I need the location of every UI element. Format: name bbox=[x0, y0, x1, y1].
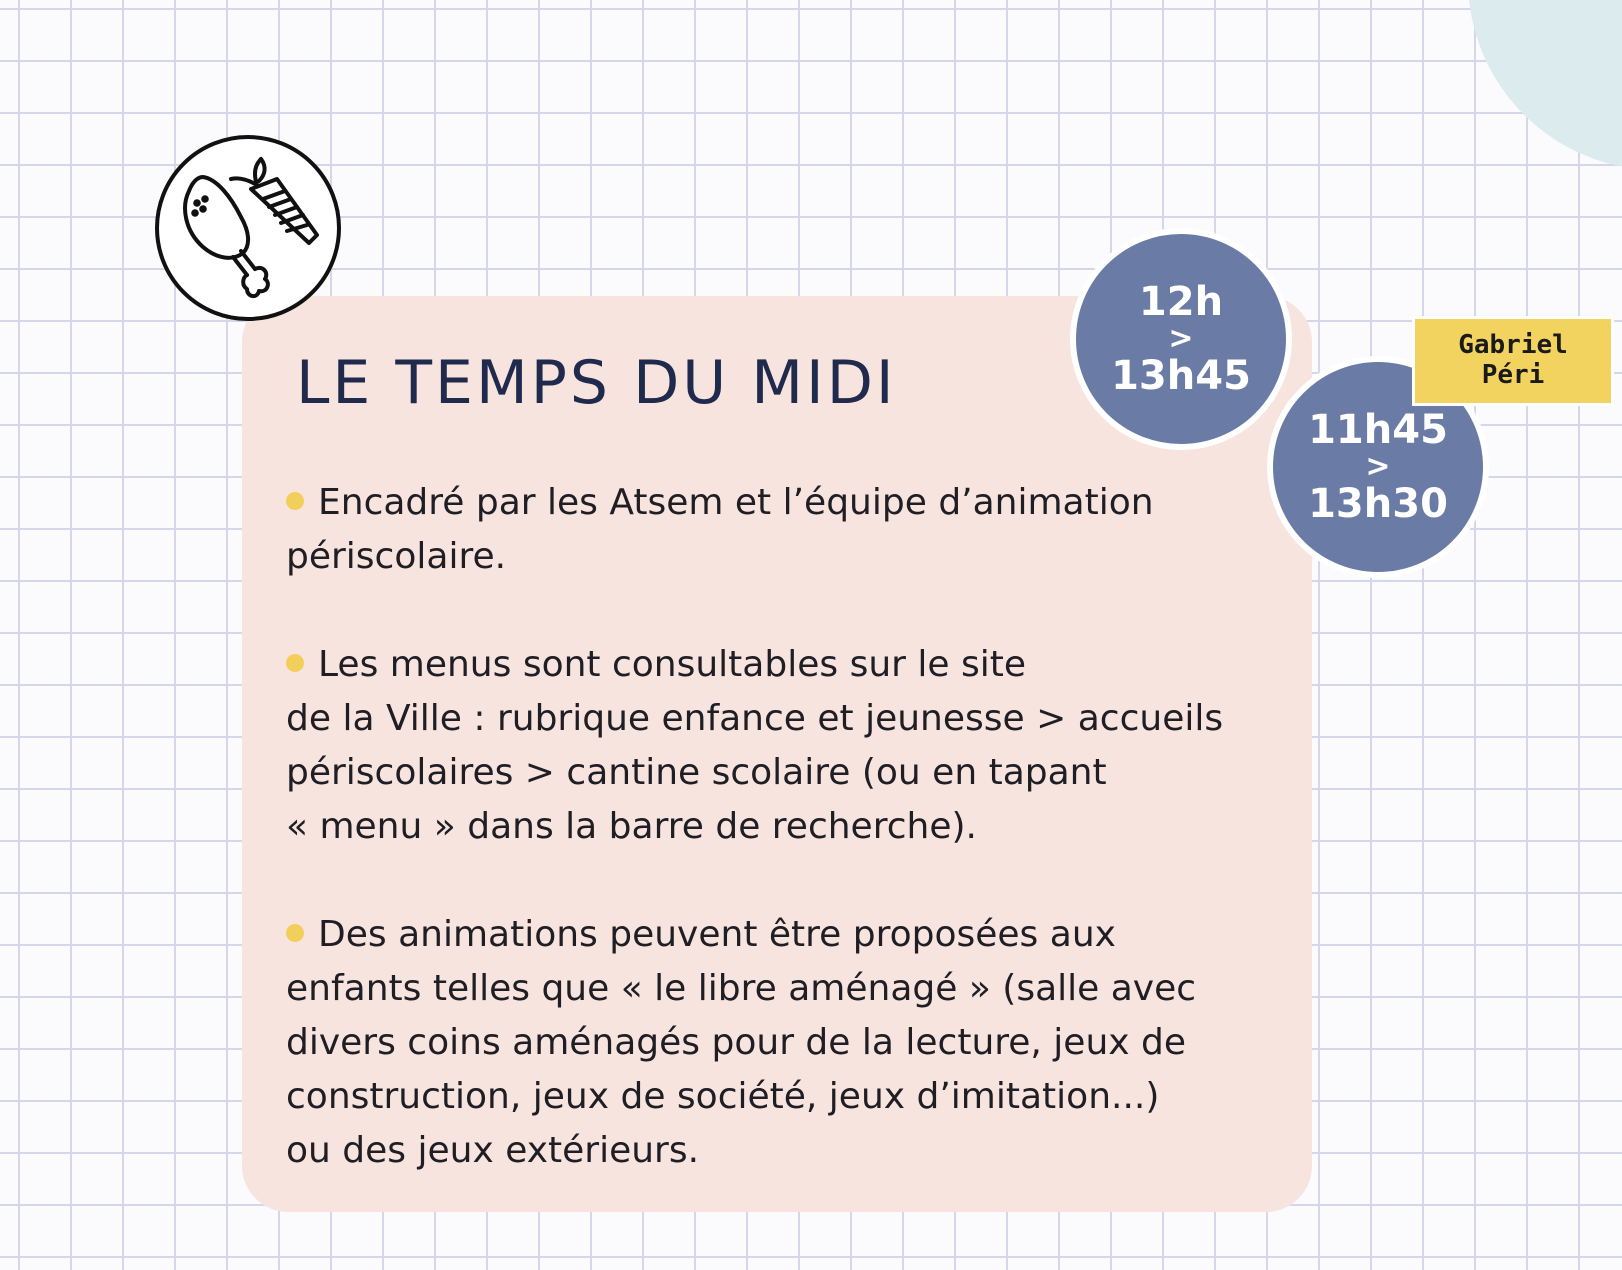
paragraph-line: « menu » dans la barre de recherche). bbox=[286, 806, 977, 847]
meal-icon-badge bbox=[155, 135, 341, 321]
school-name-line-2: Péri bbox=[1481, 360, 1545, 390]
paragraph-line: enfants telles que « le libre aménagé » (salle avec bbox=[286, 968, 1197, 1009]
schedule-end: 13h30 bbox=[1308, 480, 1448, 527]
paragraph-line: périscolaire. bbox=[286, 536, 507, 577]
paragraph-supervision bbox=[286, 476, 1286, 584]
school-name-tag bbox=[1412, 316, 1614, 406]
page-title: LE TEMPS DU MIDI bbox=[296, 348, 897, 418]
schedule-badge-1 bbox=[1070, 228, 1292, 450]
schedule-start: 12h bbox=[1138, 279, 1224, 326]
paragraph-line: périscolaires > cantine scolaire (ou en tapant bbox=[286, 752, 1107, 793]
paragraph-menus bbox=[286, 638, 1286, 854]
paragraph-line: divers coins aménagés pour de la lecture, jeux de bbox=[286, 1022, 1187, 1063]
paragraph-line: ou des jeux extérieurs. bbox=[286, 1130, 700, 1171]
paragraph-line: construction, jeux de société, jeux d’imitation...) bbox=[286, 1076, 1160, 1117]
bullet-icon bbox=[286, 924, 304, 942]
paragraph-line: Encadré par les Atsem et l’équipe d’animation bbox=[318, 482, 1154, 523]
schedule-start: 11h45 bbox=[1308, 407, 1448, 454]
paragraph-line: Les menus sont consultables sur le site bbox=[318, 644, 1026, 685]
paragraph-line: de la Ville : rubrique enfance et jeunesse > accueils bbox=[286, 698, 1224, 739]
chicken-leg-and-carrot-icon bbox=[159, 139, 337, 317]
bullet-icon bbox=[286, 492, 304, 510]
schedule-separator: > bbox=[1365, 449, 1391, 485]
school-name-line-1: Gabriel bbox=[1458, 330, 1568, 361]
body-text bbox=[286, 476, 1286, 1232]
paragraph-line: Des animations peuvent être proposées aux bbox=[318, 914, 1116, 955]
schedule-end: 13h45 bbox=[1111, 352, 1251, 399]
schedule-separator: > bbox=[1168, 321, 1194, 357]
corner-decoration-circle bbox=[1468, 0, 1622, 170]
paragraph-activities bbox=[286, 908, 1286, 1178]
bullet-icon bbox=[286, 654, 304, 672]
